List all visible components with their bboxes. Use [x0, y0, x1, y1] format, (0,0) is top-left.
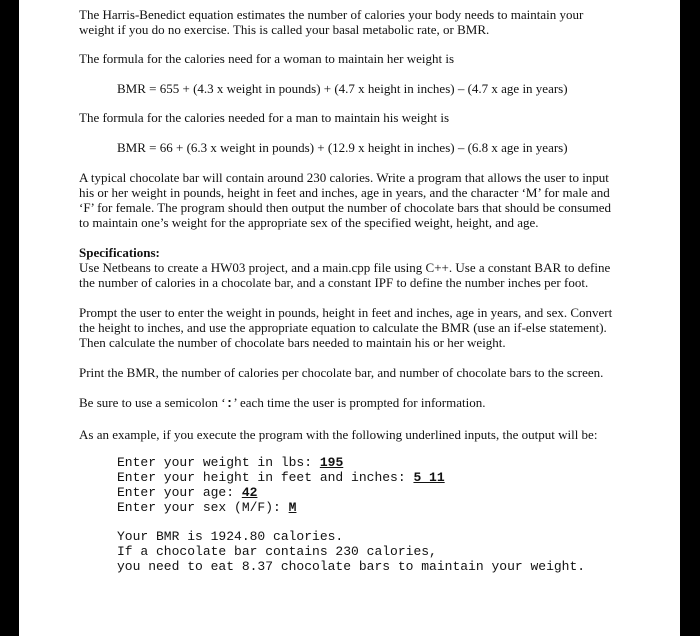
specifications-title: Specifications: [79, 245, 160, 260]
prompt-line-2: the height to inches, and use the appropriate equation to calculate the BMR (use an if-else statement). [79, 320, 607, 335]
weight-input: 195 [319, 455, 344, 470]
semicolon-text-after: ’ each time the user is prompted for information. [233, 395, 486, 410]
console-bmr-output: Your BMR is 1924.80 calories. [117, 529, 344, 544]
console-sex-line [117, 500, 296, 515]
document-page [19, 0, 680, 636]
chocolate-line-4: to maintain one’s weight for the appropriate sex of the specified weight, height, and age. [79, 215, 539, 230]
chocolate-line-3: ‘F’ for female. The program should then output the number of chocolate bars that should be consumed [79, 200, 612, 215]
chocolate-line-2: his or her weight in pounds, height in feet and inches, age in years, and the character ‘M’ for male and [79, 185, 610, 200]
prompt-line-3: Then calculate the number of chocolate bars needed to maintain his or her weight. [79, 335, 506, 350]
woman-formula-heading: The formula for the calories need for a woman to maintain her weight is [79, 51, 455, 66]
man-formula-heading: The formula for the calories needed for a man to maintain his weight is [79, 110, 450, 125]
age-input: 42 [241, 485, 258, 500]
console-bars-output: you need to eat 8.37 chocolate bars to maintain your weight. [117, 559, 586, 574]
man-bmr-formula: BMR = 66 + (6.3 x weight in pounds) + (12.9 x height in inches) – (6.8 x age in years) [117, 140, 568, 155]
semicolon-text-before: Be sure to use a semicolon ‘ [79, 395, 226, 410]
weight-prompt: Enter your weight in lbs: [117, 455, 320, 470]
example-intro: As an example, if you execute the program with the following underlined inputs, the output will be: [79, 427, 598, 442]
console-height-line [117, 470, 445, 485]
console-weight-line [117, 455, 343, 470]
console-calories-output: If a chocolate bar contains 230 calories, [117, 544, 437, 559]
woman-bmr-formula: BMR = 655 + (4.3 x weight in pounds) + (4.7 x height in inches) – (4.7 x age in years) [117, 81, 568, 96]
specifications-line-1: Use Netbeans to create a HW03 project, and a main.cpp file using C++. Use a constant BAR to define [79, 260, 611, 275]
chocolate-line-1: A typical chocolate bar will contain around 230 calories. Write a program that allows the user to input [79, 170, 609, 185]
intro-line-1: The Harris-Benedict equation estimates the number of calories your body needs to maintain your [79, 7, 584, 22]
specifications-line-2: the number of calories in a chocolate bar, and a constant IPF to define the number inches per foot. [79, 275, 589, 290]
semicolon-instruction [79, 395, 624, 411]
prompt-line-1: Prompt the user to enter the weight in pounds, height in feet and inches, age in years, and sex. Convert [79, 305, 613, 320]
height-prompt: Enter your height in feet and inches: [117, 470, 414, 485]
intro-line-2: weight if you do no exercise. This is called your basal metabolic rate, or BMR. [79, 22, 490, 37]
console-age-line [117, 485, 257, 500]
age-prompt: Enter your age: [117, 485, 242, 500]
semicolon-symbol: : [225, 396, 234, 411]
print-instruction: Print the BMR, the number of calories per chocolate bar, and number of chocolate bars to the screen. [79, 365, 604, 380]
sex-input: M [288, 500, 297, 515]
sex-prompt: Enter your sex (M/F): [117, 500, 289, 515]
height-input: 5 11 [413, 470, 445, 485]
